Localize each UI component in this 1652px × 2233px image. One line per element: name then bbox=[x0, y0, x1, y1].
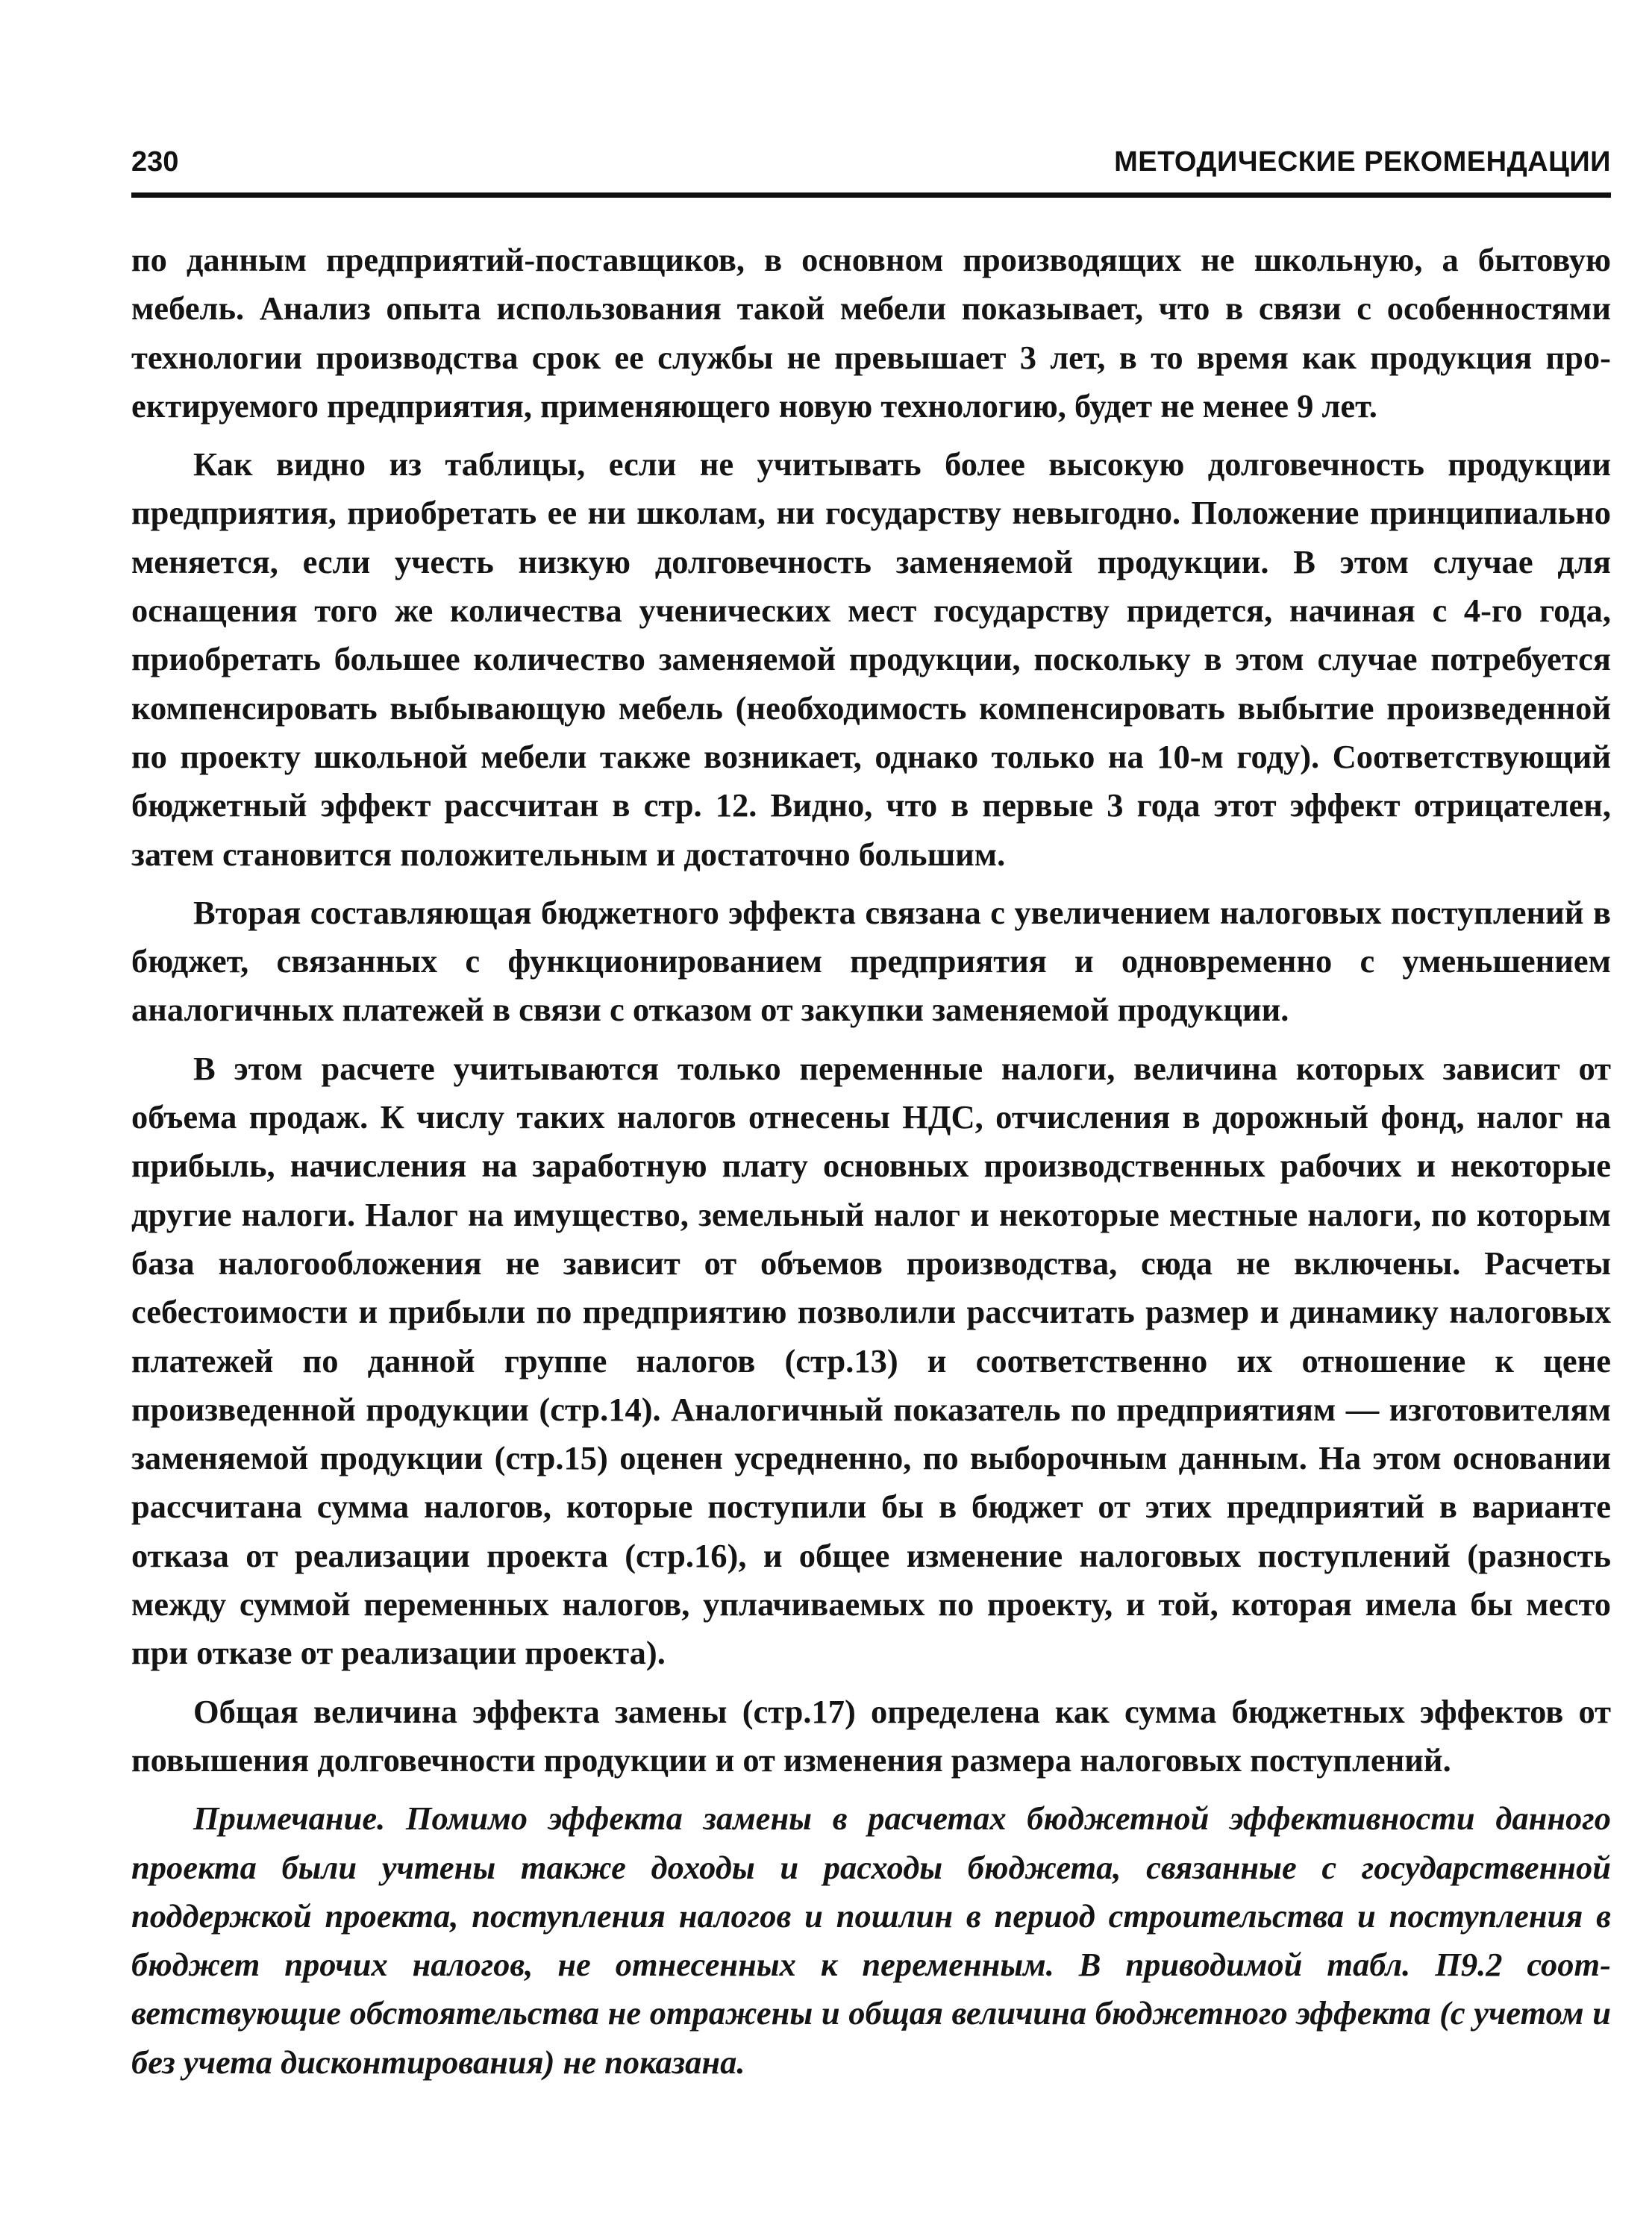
body-text bbox=[131, 236, 1611, 2096]
paragraph-table-analysis: Как видно из таблицы, если не учитывать более высокую долговечность продукции предприятия, приобретать ее ни школам, ни государству невыгодно. Положение принципиально меняется, если учесть низкую долговечность заменяемой продукции. В этом случае для оснащения того же количества ученических мест государству придется, начиная с 4-го года, приобретать большее количество заменяемой продукции, поскольку в этом случае потребуется компенсировать выбывающую мебель (необходимость компенсировать выбытие произведенной по проекту школьной мебели также возникает, однако только на 10-м году). Соответствующий бюджетный эффект рассчитан в стр. 12. Видно, что в первые 3 года этот эффект отрицателен, затем становится положительным и достаточно большим. bbox=[131, 445, 1611, 873]
header-rule bbox=[131, 192, 1611, 198]
page-number: 230 bbox=[131, 146, 179, 178]
running-header bbox=[131, 146, 1611, 191]
paragraph-replacement-effect: Общая величина эффекта замены (стр.17) определена как сумма бюджетных эффектов от повышения долговечности продукции и от изменения размера налоговых поступлений. bbox=[131, 1692, 1611, 1779]
paragraph-variable-taxes: В этом расчете учитываются только переменные налоги, величина которых зависит от объема продаж. К числу таких налогов отнесены НДС, отчисления в дорожный фонд, налог на прибыль, начисления на заработную плату основных производственных рабочих и некоторые другие налоги. Налог на имущество, земельный налог и некоторые местные налоги, по которым база налогообложения не зависит от объемов производства, сюда не включены. Расчеты себестоимости и прибыли по предприятию позволили рассчитать размер и динамику налоговых платежей по данной группе налогов (стр.13) и соответственно их отношение к цене произведенной продукции (стр.14). Аналогичный показатель по предприятиям — изготовителям заменяемой продукции (стр.15) оценен усредненно, по выборочным данным. На этом основании рассчитана сумма налогов, которые поступили бы в бюджет от этих предприятий в варианте отказа от реализации проекта (стр.16), и общее изменение налоговых поступлений (разность между суммой переменных налогов, уплачиваемых по проекту, и той, которая имела бы место при отказе от реализации проекта). bbox=[131, 1049, 1611, 1672]
running-title: МЕТОДИЧЕСКИЕ РЕКОМЕНДАЦИИ bbox=[1114, 146, 1611, 178]
paragraph-continuation: по данным предприятий-поставщиков, в основном производящих не школьную, а бытовую мебель. Анализ опыта использования такой мебели показывает, что в связи с особенностями технологии производства срок ее службы не превышает 3 лет, в то время как продукция проектируемого предприятия, применяющего новую технологию, будет не менее 9 лет. bbox=[131, 241, 1611, 425]
paragraph-budget-component: Вторая составляющая бюджетного эффекта связана с увеличением налоговых поступлений в бюджет, связанных с функционированием предприятия и одновременно с уменьшением аналогичных платежей в связи с отказом от закупки заменяемой продукции. bbox=[131, 893, 1611, 1029]
paragraph-note: Примечание. Помимо эффекта замены в расчетах бюджетной эффективности данного проекта были учтены также доходы и расходы бюджета, связанные с государственной поддержкой проекта, поступления налогов и пошлин в период строительства и поступления в бюджет прочих налогов, не отнесенных к переменным. В приводимой табл. П9.2 соответствующие обстоятельства не отражены и общая величина бюджетного эффекта (с учетом и без учета дисконтирования) не показана. bbox=[131, 1800, 1611, 2081]
